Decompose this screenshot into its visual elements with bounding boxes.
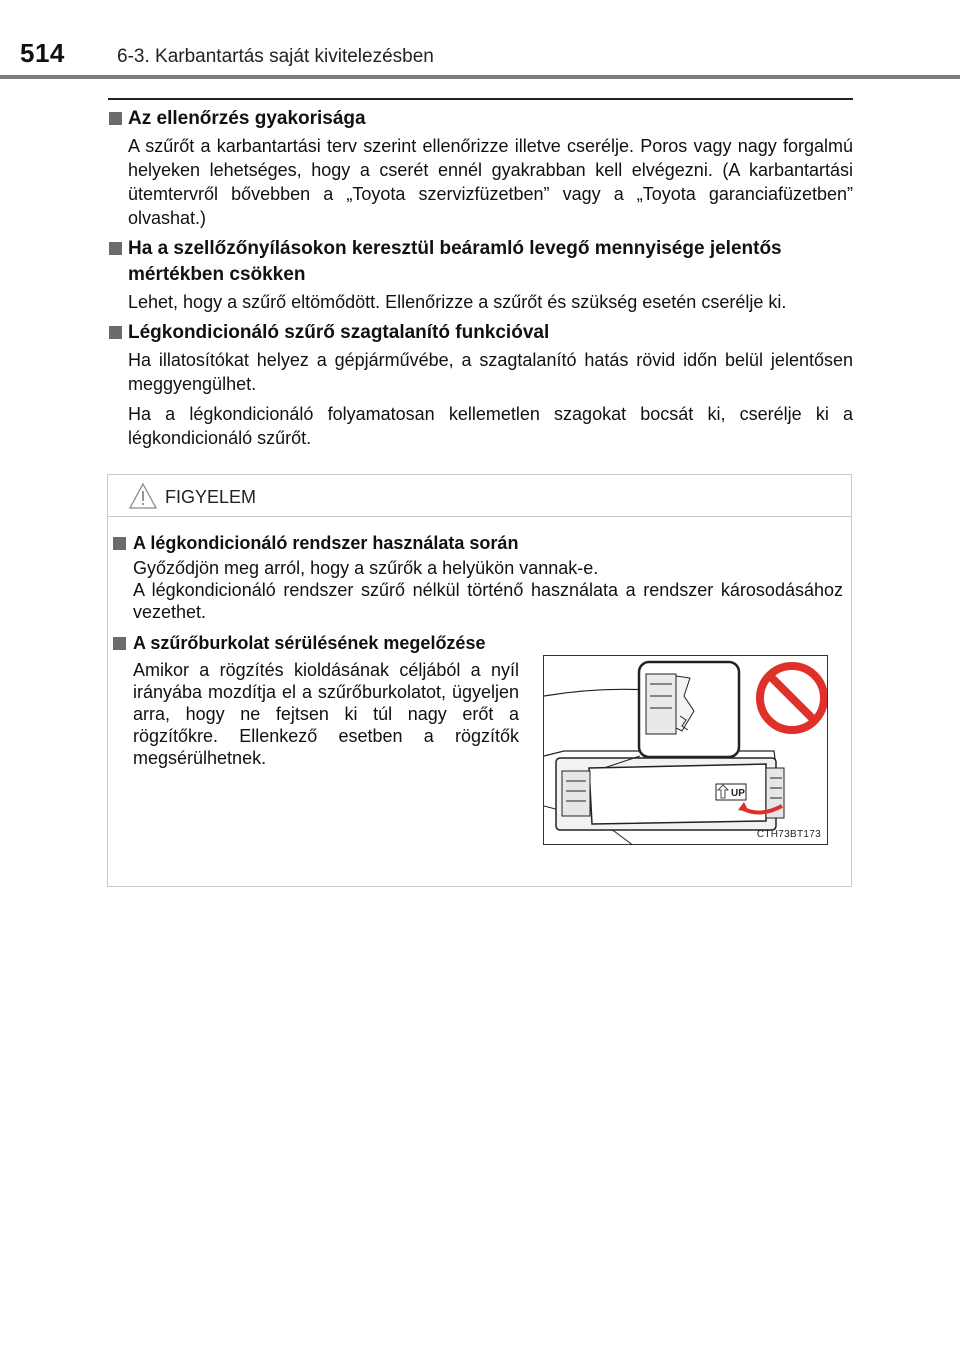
warning-item-paragraph — [133, 557, 843, 623]
section-deodorizing — [108, 320, 853, 450]
section-paragraph: Ha a légkondicionáló folyamatosan kellemetlen szagokat bocsát ki, cserélje ki a légkondicionáló szűrőt. — [128, 404, 853, 448]
warning-item-heading — [108, 531, 853, 555]
bullet-square-icon — [113, 637, 126, 650]
section-heading — [108, 320, 853, 346]
page-number: 514 — [20, 38, 65, 68]
warning-item-heading-text: A légkondicionáló rendszer használata során — [133, 533, 519, 553]
section-airflow — [108, 236, 853, 314]
warning-body — [108, 531, 853, 885]
section-heading-text: Az ellenőrzés gyakorisága — [128, 108, 366, 129]
main-content — [108, 106, 853, 456]
section-heading-text: Légkondicionáló szűrő szagtalanító funkcióval — [128, 322, 550, 343]
up-label: UP — [731, 788, 745, 799]
section-heading — [108, 236, 853, 288]
bullet-square-icon — [113, 537, 126, 550]
filter-cover-figure — [543, 655, 828, 845]
section-top-rule — [108, 98, 853, 100]
warning-triangle-icon — [128, 482, 158, 515]
figure-code: CTH73BT173 — [756, 829, 821, 840]
section-paragraph: A szűrőt a karbantartási terv szerint ellenőrizze illetve cserélje. Poros vagy nagy forgalmú helyeken lehetséges, hogy a cserét ennél gyakrabban kell elvégezni. (A karbantartási ütemtervről bővebben a „Toyota szervizfüzetben” vagy a „Toyota garanciafüzetben” olvashat.) — [128, 136, 853, 228]
section-frequency — [108, 106, 853, 230]
filter-cover-illustration — [544, 656, 828, 845]
warning-box — [107, 474, 852, 887]
warning-header — [108, 475, 851, 517]
section-heading — [108, 106, 853, 132]
section-paragraph: Lehet, hogy a szűrő eltömődött. Ellenőrizze a szűrőt és szükség esetén cserélje ki. — [128, 292, 787, 312]
header-rule — [0, 75, 960, 79]
bullet-square-icon — [109, 112, 122, 125]
warning-item-heading-text: A szűrőburkolat sérülésének megelőzése — [133, 633, 486, 653]
warning-line: Győződjön meg arról, hogy a szűrők a helyükön vannak-e. — [133, 558, 599, 578]
warning-split — [108, 655, 853, 885]
chapter-title: 6-3. Karbantartás saját kivitelezésben — [117, 46, 434, 67]
warning-title: FIGYELEM — [165, 487, 257, 507]
warning-line: A légkondicionáló rendszer szűrő nélkül történő használata a rendszer károsodásához vezethet. — [133, 580, 843, 622]
section-heading-text: Ha a szellőzőnyílásokon keresztül beáramló levegő mennyisége jelentős mértékben csökken — [128, 238, 782, 285]
bullet-square-icon — [109, 242, 122, 255]
warning-item-heading — [108, 631, 853, 655]
warning-item-paragraph: Amikor a rögzítés kioldásának céljából a nyíl irányába mozdítja el a szűrőburkolatot, ügyeljen arra, hogy ne fejtsen ki túl nagy erőt a rögzítőkre. Ellenkező esetben a rögzítők megsérülhetnek. — [133, 660, 519, 768]
bullet-square-icon — [109, 326, 122, 339]
page-header — [0, 0, 960, 78]
section-paragraph: Ha illatosítókat helyez a gépjárművébe, a szagtalanító hatás rövid időn belül jelentősen meggyengülhet. — [128, 350, 853, 394]
